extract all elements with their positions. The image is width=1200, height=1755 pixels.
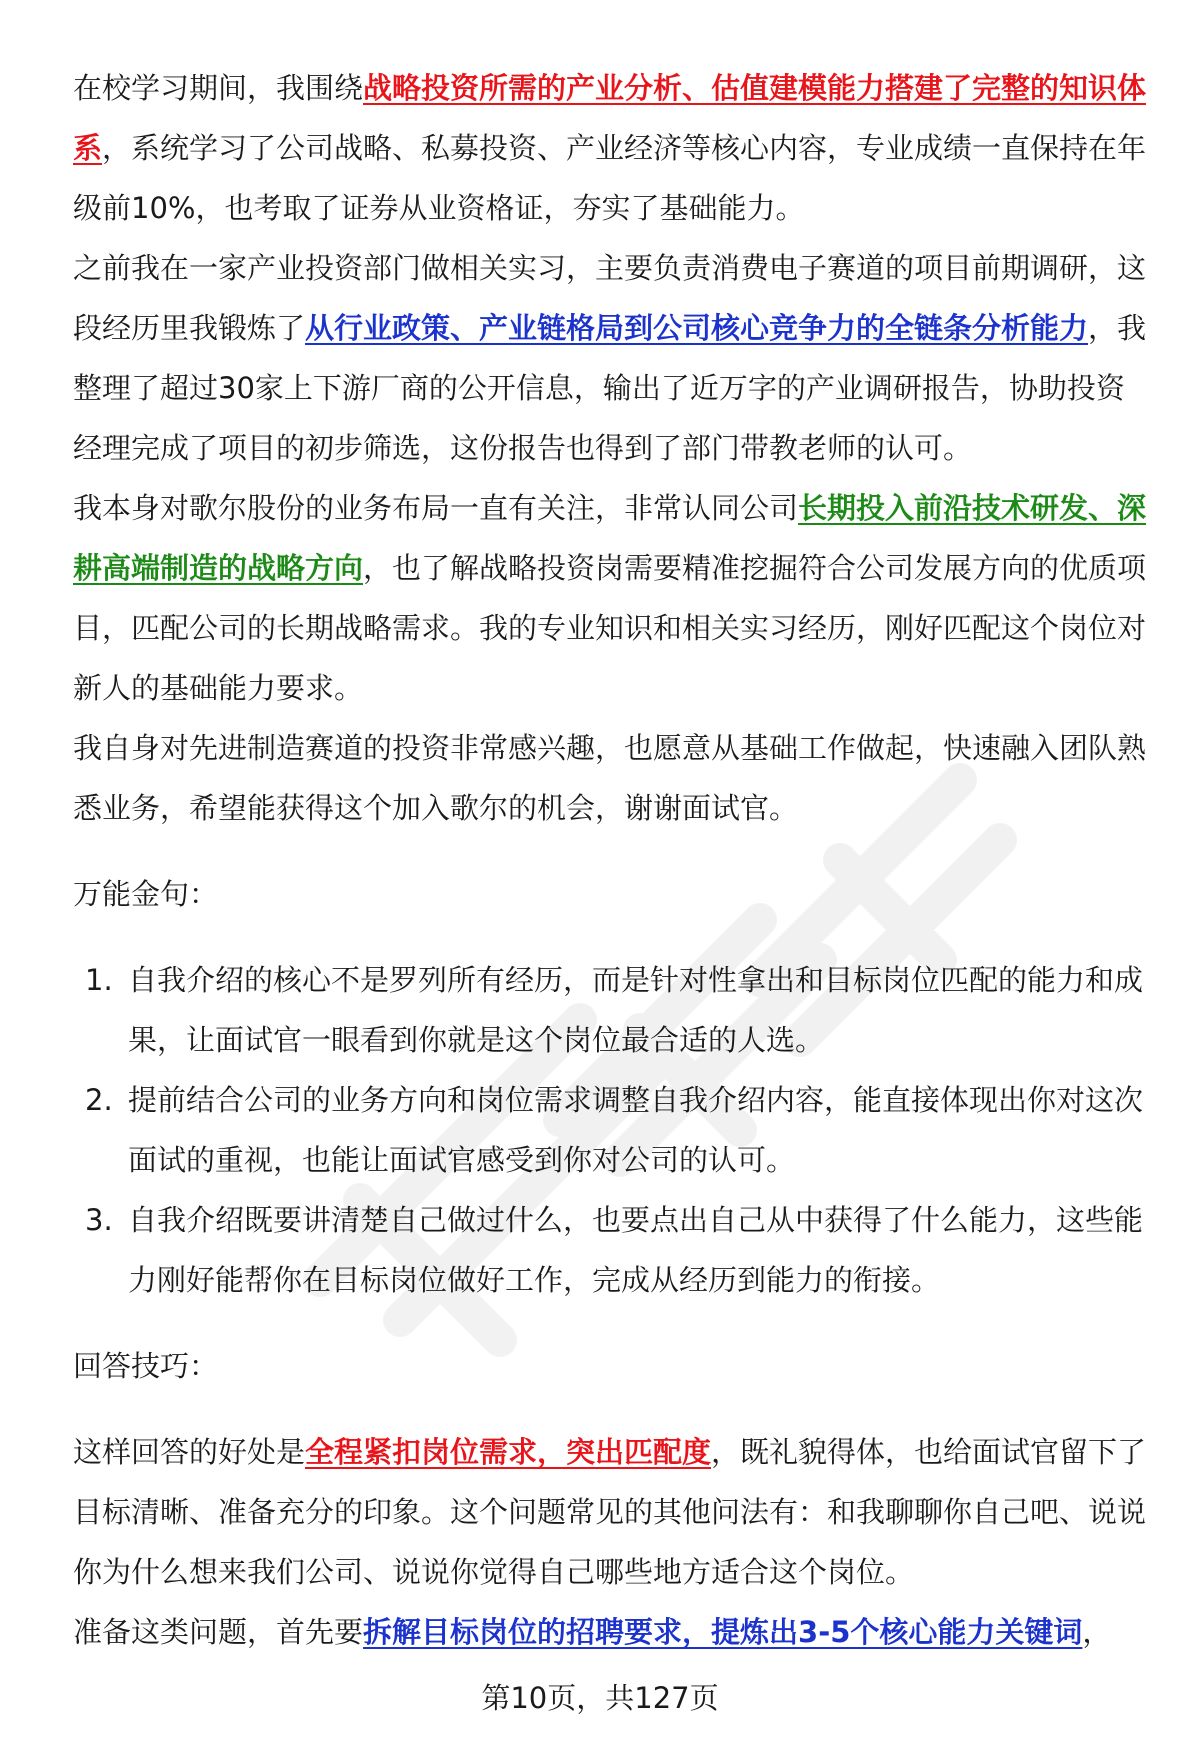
highlighted-text: 战略投资所需的产业分析、估值建模能力搭建了完整的知识体系 — [73, 71, 1147, 165]
intro-paragraph — [73, 718, 1148, 838]
intro-paragraph — [73, 238, 1148, 478]
spacer — [73, 1396, 1148, 1422]
answer-tips-heading: 回答技巧： — [73, 1349, 219, 1383]
golden-sentence-item — [73, 1070, 1148, 1190]
spacer — [73, 924, 1148, 950]
text-segment: ， — [1082, 1615, 1112, 1649]
intro-paragraph — [73, 58, 1148, 238]
list-number: 3. — [85, 1203, 113, 1237]
list-item-text: 提前结合公司的业务方向和岗位需求调整自我介绍内容，能直接体现出你对这次面试的重视，也能让面试官感受到你对公司的认可。 — [128, 1083, 1144, 1177]
highlighted-text: 长期投入前沿技术研发、深耕高端制造的战略方向 — [73, 491, 1147, 585]
list-number: 2. — [85, 1083, 113, 1117]
text-segment: 在校学习期间，我围绕 — [73, 71, 364, 105]
text-segment: 这样回答的好处是 — [73, 1435, 306, 1469]
highlighted-text: 全程紧扣岗位需求，突出匹配度 — [305, 1435, 712, 1469]
golden-sentence-item — [73, 950, 1148, 1070]
document-body — [73, 58, 1148, 1662]
golden-sentence-item — [73, 1190, 1148, 1310]
intro-paragraphs — [73, 58, 1148, 838]
text-segment: 准备这类问题，首先要 — [73, 1615, 364, 1649]
highlighted-text: 从行业政策、产业链格局到公司核心竞争力的全链条分析能力 — [305, 311, 1089, 345]
golden-sentences-heading: 万能金句： — [73, 877, 219, 911]
spacer — [73, 838, 1148, 864]
list-item-text: 自我介绍既要讲清楚自己做过什么，也要点出自己从中获得了什么能力，这些能力刚好能帮你在目标岗位做好工作，完成从经历到能力的衔接。 — [128, 1203, 1144, 1297]
golden-sentences-list — [73, 950, 1148, 1310]
page-footer: 第10页，共127页 — [481, 1681, 719, 1715]
text-segment: 之前我在一家产业投资部门做相关实习，主要负责消费电子赛道的项目前期调研，这段经历里我锻炼了 — [73, 251, 1147, 345]
text-segment: ，系统学习了公司战略、私募投资、产业经济等核心内容，专业成绩一直保持在年级前10%，也考取了证券从业资格证，夯实了基础能力。 — [73, 131, 1147, 225]
text-segment: 我自身对先进制造赛道的投资非常感兴趣，也愿意从基础工作做起，快速融入团队熟悉业务，希望能获得这个加入歌尔的机会，谢谢面试官。 — [73, 731, 1147, 825]
intro-paragraph — [73, 478, 1148, 718]
tips-paragraph — [73, 1422, 1148, 1602]
spacer — [73, 1310, 1148, 1336]
text-segment: ，既礼貌得体，也给面试官留下了目标清晰、准备充分的印象。这个问题常见的其他问法有：和我聊聊你自己吧、说说你为什么想来我们公司、说说你觉得自己哪些地方适合这个岗位。 — [73, 1435, 1147, 1589]
answer-tips-paragraphs — [73, 1422, 1148, 1662]
list-number: 1. — [85, 963, 113, 997]
list-item-text: 自我介绍的核心不是罗列所有经历，而是针对性拿出和目标岗位匹配的能力和成果，让面试官一眼看到你就是这个岗位最合适的人选。 — [128, 963, 1144, 1057]
text-segment: ，也了解战略投资岗需要精准挖掘符合公司发展方向的优质项目，匹配公司的长期战略需求。我的专业知识和相关实习经历，刚好匹配这个岗位对新人的基础能力要求。 — [73, 551, 1147, 705]
highlighted-text: 拆解目标岗位的招聘要求，提炼出3-5个核心能力关键词 — [363, 1615, 1083, 1649]
text-segment: ，我整理了超过30家上下游厂商的公开信息，输出了近万字的产业调研报告，协助投资经理完成了项目的初步筛选，这份报告也得到了部门带教老师的认可。 — [73, 311, 1147, 465]
tips-paragraph — [73, 1602, 1148, 1662]
text-segment: 我本身对歌尔股份的业务布局一直有关注，非常认同公司 — [73, 491, 799, 525]
